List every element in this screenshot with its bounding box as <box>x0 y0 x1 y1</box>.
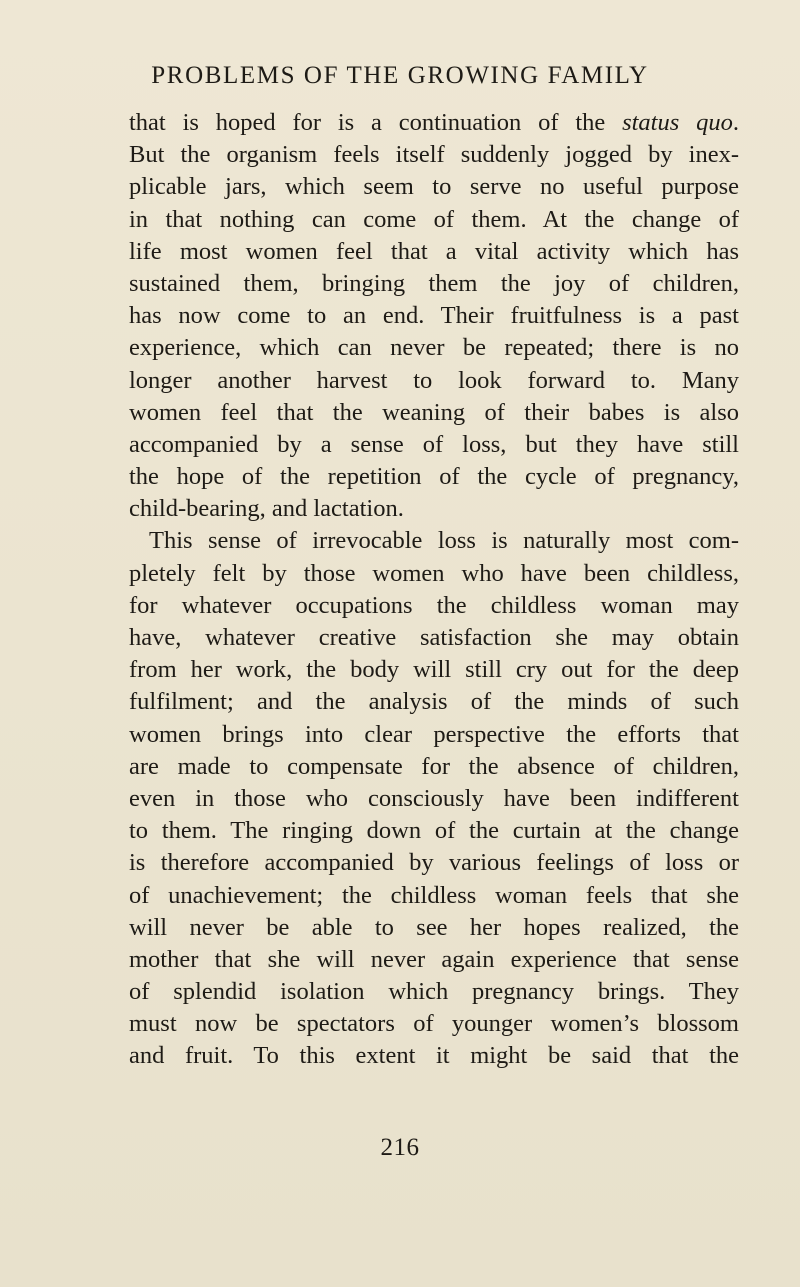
text-line: accompanied by a sense of loss, but they have still <box>129 430 739 458</box>
text-line: mother that she will never again experience that sense <box>129 945 739 973</box>
text-line: to them. The ringing down of the curtain at the change <box>129 817 739 845</box>
text-line: has now come to an end. Their fruitfulness is a past <box>129 302 739 330</box>
text-line: of splendid isolation which pregnancy brings. They <box>129 978 739 1006</box>
text-line: But the organism feels itself suddenly jogged by inex- <box>129 141 739 169</box>
text-run: that is hoped for is a continuation of the <box>129 109 623 136</box>
text-line: the hope of the repetition of the cycle of pregnancy, <box>129 463 739 491</box>
text-line: life most women feel that a vital activity which has <box>129 237 739 265</box>
text-line <box>129 107 739 139</box>
text-line: longer another harvest to look forward to. Many <box>129 366 739 394</box>
text-line: from her work, the body will still cry out for the deep <box>129 656 739 684</box>
text-line: and fruit. To this extent it might be said that the <box>129 1042 739 1070</box>
text-line: must now be spectators of younger women’s blossom <box>129 1010 739 1038</box>
text-line: sustained them, bringing them the joy of children, <box>129 269 739 297</box>
emphasis: status quo <box>622 109 733 136</box>
text-line: is therefore accompanied by various feelings of loss or <box>129 849 739 877</box>
text-line: are made to compensate for the absence of children, <box>129 752 739 780</box>
running-head: PROBLEMS OF THE GROWING FAMILY <box>151 62 649 89</box>
text-line: women brings into clear perspective the efforts that <box>129 720 739 748</box>
text-line: of unachievement; the childless woman feels that she <box>129 881 739 909</box>
text-line: even in those who consciously have been indifferent <box>129 784 739 812</box>
text-line: will never be able to see her hopes realized, the <box>129 913 739 941</box>
text-line: have, whatever creative satisfaction she may obtain <box>129 624 739 651</box>
text-line: women feel that the weaning of their babes is also <box>129 398 739 426</box>
page-number: 216 <box>380 1134 420 1161</box>
text-line: fulfilment; and the analysis of the minds of such <box>129 688 739 716</box>
text-line: This sense of irrevocable loss is naturally most com- <box>149 527 739 555</box>
text-line: experience, which can never be repeated; there is no <box>129 334 739 362</box>
text-line: for whatever occupations the childless woman may <box>129 591 739 619</box>
text-line: pletely felt by those women who have been childless, <box>129 559 739 587</box>
text-line: in that nothing can come of them. At the change of <box>129 205 739 233</box>
text-run: . <box>732 109 739 136</box>
body-text <box>129 107 739 1073</box>
text-line: child-bearing, and lactation. <box>129 495 404 523</box>
text-line: plicable jars, which seem to serve no useful purpose <box>129 173 739 201</box>
